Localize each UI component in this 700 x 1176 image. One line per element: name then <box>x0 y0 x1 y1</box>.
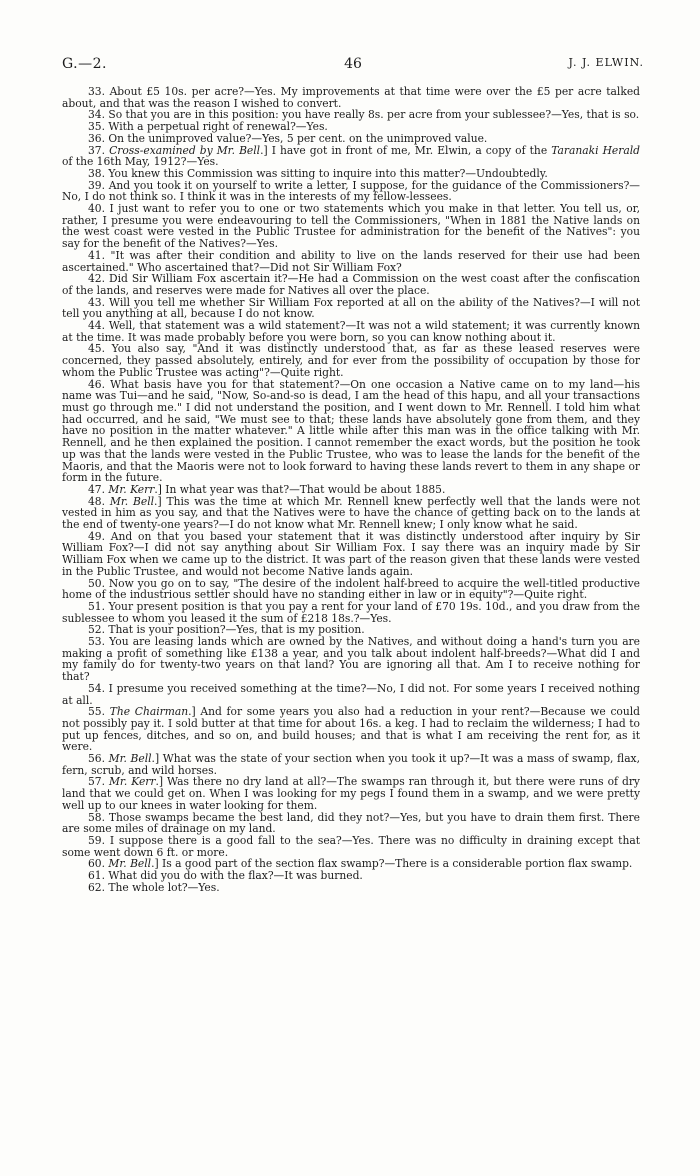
page-number: 46 <box>344 56 362 72</box>
question-47: 47. Mr. Kerr.] In what year was that?—That would be about 1885. <box>88 482 446 496</box>
question-36: 36. On the unimproved value?—Yes, 5 per cent. on the unimproved value. <box>88 131 488 145</box>
witness-name: J. J. ELWIN. <box>568 56 644 69</box>
question-51: 51. Your present position is that you pay a rent for your land of £70 19s. 10d., and you draw from the sublessee to whom you leased it the sum of £218 18s.?—Yes. <box>62 599 640 625</box>
question-42: 42. Did Sir William Fox ascertain it?—He had a Commission on the west coast after the confiscation of the lands, and reserves were made for Natives all over the place. <box>62 272 640 297</box>
question-38: 38. You knew this Commission was sitting to inquire into this matter?—Undoubtedly. <box>88 166 548 180</box>
question-43: 43. Will you tell me whether Sir William Fox reported at all on the ability of the Natives?—I will not tell you anything at all, because I do not know. <box>62 295 640 321</box>
question-40: 40. I just want to refer you to one or two statements which you make in that letter. You tell us, or, rather, I presume you were endeavouring to tell the Commissioners, "When in 1881 the Native lands on the west coast were vested in the Public Trustee for administration for the benefit of the Natives": you say for the benefit of the Natives?—Yes. <box>62 202 640 251</box>
question-57: 57. Mr. Kerr.] Was there no dry land at all?—The swamps ran through it, but there were runs of dry land that we could get on. When I was looking for my pegs I found them in a swamp, and we were pretty well up to our knees in water looking for them. <box>62 775 640 812</box>
question-60: 60. Mr. Bell.] Is a good part of the section flax swamp?—There is a considerable portion flax swamp. <box>88 857 633 871</box>
question-55: 55. The Chairman.] And for some years you also had a reduction in your rent?—Because we could not possibly pay it. I sold butter at that time for about 16s. a keg. I had to reclaim the wilderness; I had to put up fences, ditches, and so on, and build houses; and that is what I am receiving the rent for, as it were. <box>62 705 641 754</box>
question-62: 62. The whole lot?—Yes. <box>88 880 220 894</box>
question-50: 50. Now you go on to say, "The desire of the indolent half-breed to acquire the well-titled productive home of the industrious settler should have no standing either in law or in equity"?—Quite right. <box>62 576 640 602</box>
question-56: 56. Mr. Bell.] What was the state of your section when you took it up?—It was a mass of swamp, flax, fern, scrub, and wild horses. <box>62 752 640 777</box>
question-49: 49. And on that you based your statement that it was distinctly understood after inquiry by Sir William Fox?—I did not say anything about Sir William Fox. I say there was an inquiry made by Sir William Fox when we came up to the district. It was part of the reason given that these lands were vested in the Public Trustee, and would not become Native lands again. <box>62 529 640 578</box>
question-59: 59. I suppose there is a good fall to the sea?—Yes. There was no difficulty in draining except that some went down 6 ft. or more. <box>62 834 640 859</box>
parliamentary-paper-code: G.—2. <box>62 56 107 72</box>
question-58: 58. Those swamps became the best land, did they not?—Yes, but you have to drain them first. There are some miles of drainage on my land. <box>62 810 640 836</box>
question-52: 52. That is your position?—Yes, that is my position. <box>88 623 365 637</box>
page-header <box>62 56 644 76</box>
question-33: 33. About £5 10s. per acre?—Yes. My improvements at that time were over the £5 per acre talked about, and that was the reason I wished to convert. <box>62 85 640 110</box>
question-34: 34. So that you are in this position: you have really 8s. per acre from your sublessee?—Yes, that is so. <box>88 108 640 122</box>
question-45: 45. You also say, "And it was distinctly understood that, as far as these leased reserves were concerned, they passed absolutely, entirely, and for ever from the possibility of occupation by those for whom the Public Trustee was acting"?—Quite right. <box>62 342 640 379</box>
transcript-body <box>62 86 640 894</box>
question-48: 48. Mr. Bell.] This was the time at which Mr. Rennell knew perfectly well that the lands were not vested in him as you say, and that the Natives were to have the chance of getting back on to the lands at the end of twenty-one years?—I do not know what Mr. Rennell knew; I only know what he said. <box>62 494 641 532</box>
question-46: 46. What basis have you for that statement?—On one occasion a Native came on to my land—his name was Tui—and he said, "Now, So-and-so is dead, I am the head of this hapu, and all your transactions must go through me." I did not understand the position, and I went down to Mr. Rennell. I told him what had occurred, and he said, "We must see to that; these lands have absolutely gone from them, and they have no position in the matter whatever." A little while after this man was in the office talking with Mr. Rennell, and he then explained the position. I cannot remember the exact words, but the position he took up was that the lands were vested in the Public Trustee, who was to lease the lands for the benefit of the Maoris, and that the Maoris were not to look forward to having these lands revert to them in any shape or form in the future. <box>62 377 640 485</box>
question-54: 54. I presume you received something at the time?—No, I did not. For some years I received nothing at all. <box>62 681 640 707</box>
question-35: 35. With a perpetual right of renewal?—Yes. <box>88 120 328 134</box>
question-41: 41. "It was after their condition and ability to live on the lands reserved for their use had been ascertained." Who ascertained that?—Did not Sir William Fox? <box>62 248 640 274</box>
question-44: 44. Well, that statement was a wild statement?—It was not a wild statement; it was currently known at the time. It was made probably before you were born, so you can know nothing about it. <box>62 319 640 344</box>
question-37: 37. Cross-examined by Mr. Bell.] I have got in front of me, Mr. Elwin, a copy of the Taranaki Herald of the 16th May, 1912?—Yes. <box>62 143 640 169</box>
question-53: 53. You are leasing lands which are owned by the Natives, and without doing a hand's turn you are making a profit of something like £138 a year, and you talk about indolent half-breeds?—What did I and my family do for twenty-two years on that land? You are ignoring all that. Am I to receive nothing for that? <box>62 635 640 684</box>
question-61: 61. What did you do with the flax?—It was burned. <box>88 869 363 883</box>
question-39: 39. And you took it on yourself to write a letter, I suppose, for the guidance of the Commissioners?—No, I do not think so. I think it was in the interests of my fellow-lessees. <box>62 178 640 204</box>
